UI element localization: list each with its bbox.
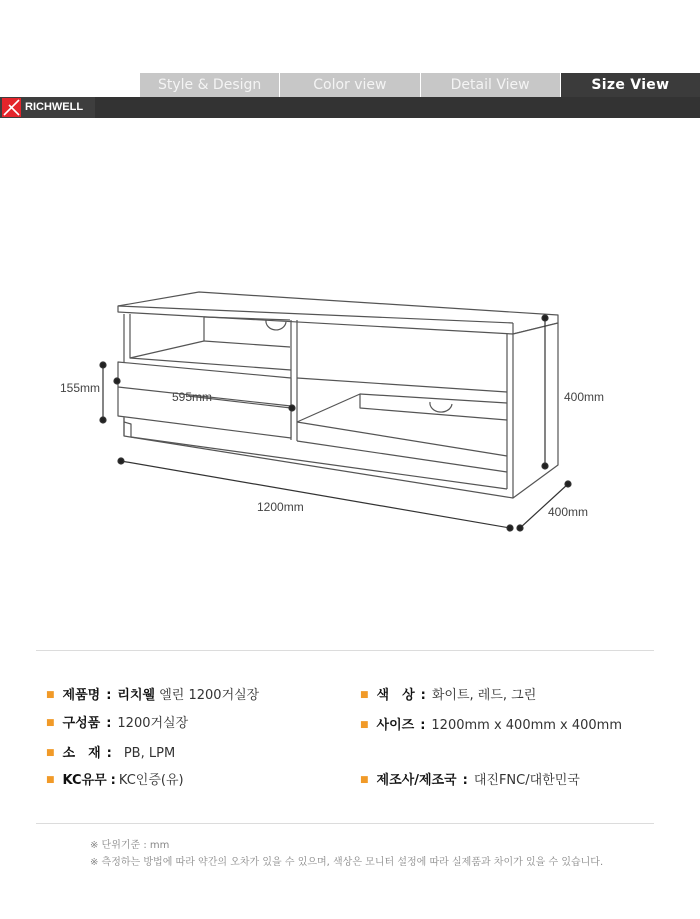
spec-top-divider bbox=[36, 650, 654, 651]
tab-size-view[interactable]: Size View bbox=[561, 73, 700, 97]
spec-color: ■ 색 상 : 화이트, 레드, 그린 bbox=[360, 688, 537, 703]
spec-product-name: ■ 제품명 : 리치웰 엘린 1200거실장 bbox=[46, 688, 260, 703]
spec-kc: ■ KC유무 : KC인증(유) bbox=[46, 773, 184, 788]
dim-depth: 400mm bbox=[548, 505, 589, 519]
bullet-icon: ■ bbox=[360, 775, 369, 785]
bullet-icon: ■ bbox=[360, 720, 369, 730]
dim-width: 1200mm bbox=[257, 500, 304, 514]
bullet-icon: ■ bbox=[46, 748, 55, 758]
dim-drawer-height: 155mm bbox=[60, 381, 101, 395]
bullet-icon: ■ bbox=[360, 690, 369, 700]
dim-height: 400mm bbox=[564, 390, 605, 404]
tab-style-design[interactable]: Style & Design bbox=[140, 73, 280, 97]
unit-note: ※ 단위기준 : mm bbox=[90, 840, 170, 851]
dim-drawer-width: 595mm bbox=[172, 390, 213, 404]
spec-size: ■ 사이즈 : 1200mm x 400mm x 400mm bbox=[360, 718, 623, 733]
disclaimer-note: ※ 측정하는 방법에 따라 약간의 오차가 있을 수 있으며, 색상은 모니터 설정에 따라 실제품과 차이가 있을 수 있습니다. bbox=[90, 857, 604, 868]
spec-material: ■ 소 재 : PB, LPM bbox=[46, 746, 176, 761]
bullet-icon: ■ bbox=[46, 718, 55, 728]
bullet-icon: ■ bbox=[46, 775, 55, 785]
spec-bottom-divider bbox=[36, 823, 654, 824]
spec-maker: ■ 제조사/제조국 : 대진FNC/대한민국 bbox=[360, 773, 580, 788]
tab-detail-view[interactable]: Detail View bbox=[421, 73, 561, 97]
brand-name: RICHWELL bbox=[25, 101, 84, 113]
tab-color-view[interactable]: Color view bbox=[280, 73, 420, 97]
bullet-icon: ■ bbox=[46, 690, 55, 700]
spec-components: ■ 구성품 : 1200거실장 bbox=[46, 716, 189, 731]
